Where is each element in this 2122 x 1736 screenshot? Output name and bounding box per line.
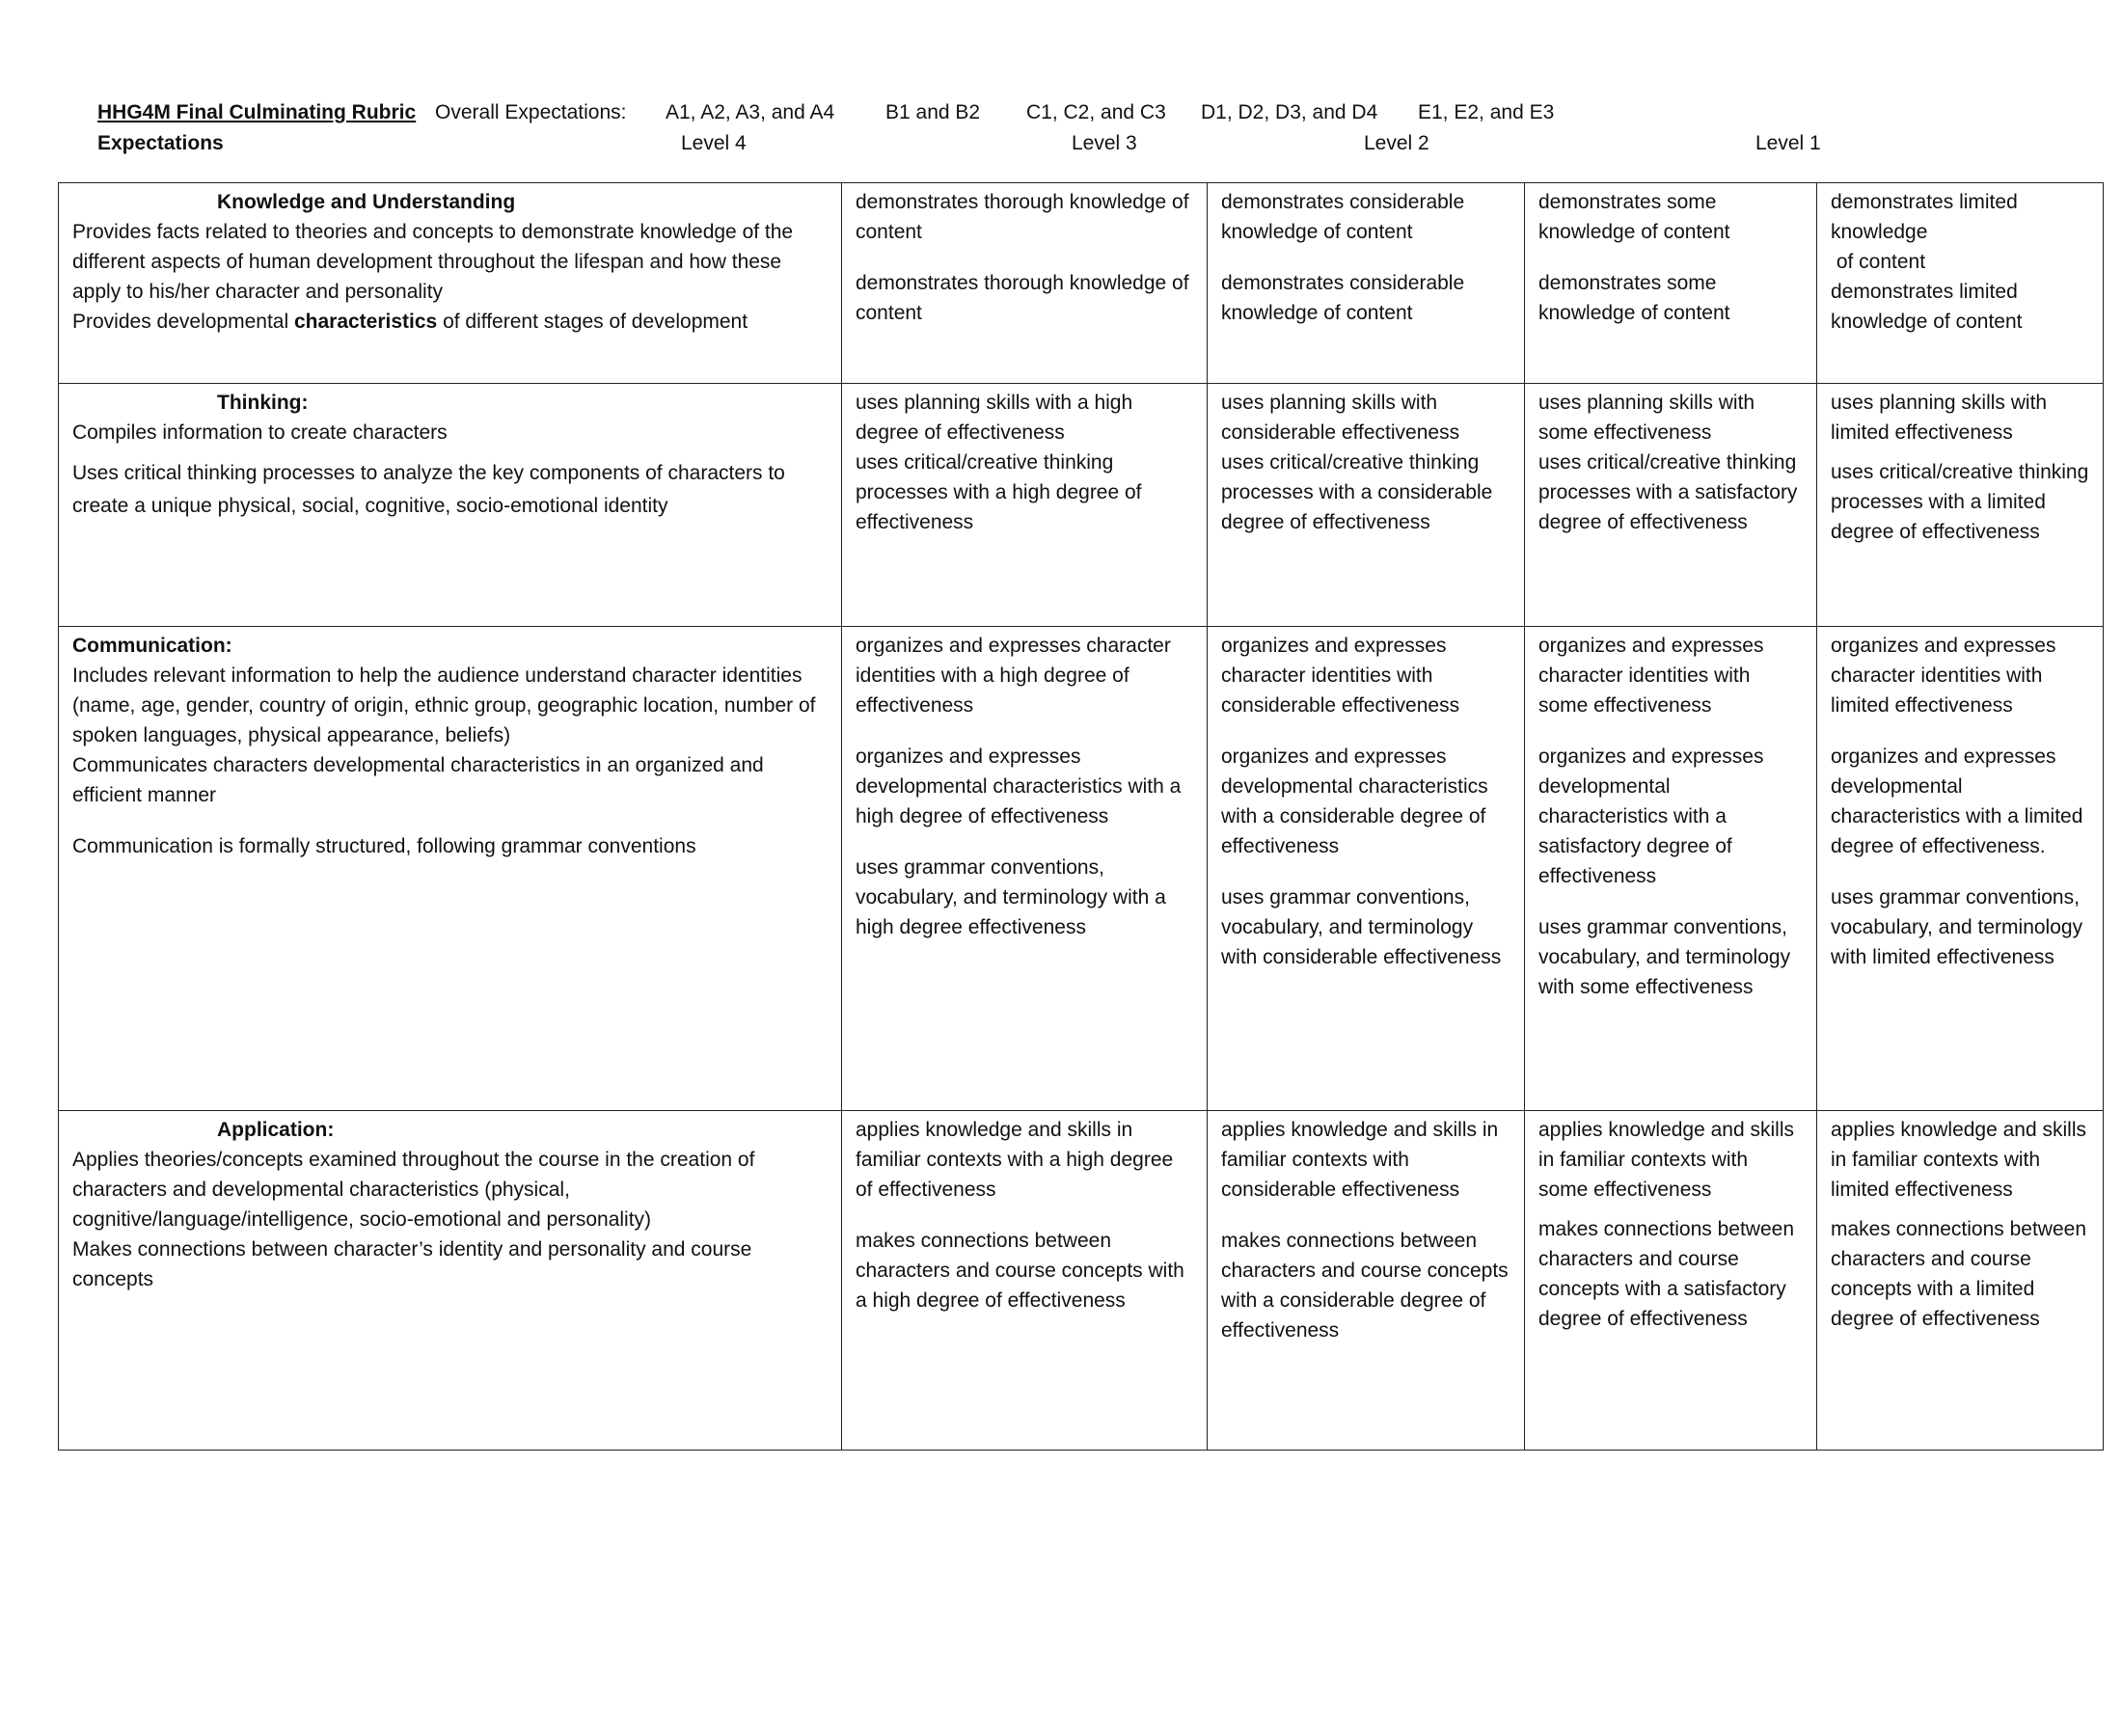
descriptor-text: makes connections between characters and course concepts with a high degree of effectiveness (856, 1230, 1184, 1312)
descriptor-text: demonstrates considerable knowledge of content (1221, 191, 1465, 243)
descriptor-text: uses planning skills with some effectiveness (1538, 392, 1755, 444)
descriptor-text: uses grammar conventions, vocabulary, and terminology with limited effectiveness (1831, 886, 2083, 968)
criteria-text: Communication is formally structured, following grammar conventions (72, 835, 696, 857)
level-1-cell (1817, 384, 2104, 627)
descriptor-text: uses planning skills with limited effectiveness (1831, 392, 2048, 444)
level-2-cell (1525, 627, 1817, 1111)
descriptor-text: organizes and expresses character identities with some effectiveness (1538, 635, 1764, 717)
descriptor-text: makes connections between characters and course concepts with a satisfactory degree of effectiveness (1538, 1218, 1794, 1330)
level-1-cell (1817, 183, 2104, 384)
level-3-cell (1208, 627, 1525, 1111)
level-2-cell (1525, 1111, 1817, 1451)
overall-expectations-label: Overall Expectations: (435, 101, 627, 123)
expectation-group-b: B1 and B2 (885, 101, 981, 123)
criteria-cell (59, 1111, 842, 1451)
criteria-heading: Communication: (72, 635, 232, 657)
descriptor-text: demonstrates thorough knowledge of content (856, 272, 1189, 324)
descriptor-text: applies knowledge and skills in familiar contexts with limited effectiveness (1831, 1119, 2086, 1201)
expectations-column-label: Expectations (97, 132, 224, 154)
descriptor-text: organizes and expresses character identities with limited effectiveness (1831, 635, 2056, 717)
level-1-label: Level 1 (1755, 132, 1821, 154)
criteria-text: Applies theories/concepts examined throughout the course in the creation of characters and developmental characteristics (physical, cognitive/language/intelligence, socio-emotional and personality) (72, 1149, 755, 1231)
criteria-heading: Knowledge and Understanding (217, 191, 516, 213)
descriptor-text: uses planning skills with a high degree of effectiveness (856, 392, 1133, 444)
rubric-row-knowledge (59, 183, 2104, 384)
level-4-label: Level 4 (681, 132, 747, 154)
expectation-group-d: D1, D2, D3, and D4 (1201, 101, 1378, 123)
descriptor-text: organizes and expresses developmental characteristics with a limited degree of effectiveness. (1831, 746, 2083, 857)
level-4-cell (842, 384, 1208, 627)
criteria-heading: Thinking: (217, 392, 309, 414)
rubric-row-thinking (59, 384, 2104, 627)
expectation-group-e: E1, E2, and E3 (1418, 101, 1555, 123)
criteria-cell (59, 627, 842, 1111)
descriptor-text: uses grammar conventions, vocabulary, and terminology with considerable effectiveness (1221, 886, 1502, 968)
descriptor-text: organizes and expresses developmental characteristics with a high degree of effectiveness (856, 746, 1182, 827)
criteria-cell (59, 183, 842, 384)
rubric-row-communication (59, 627, 2104, 1111)
descriptor-text: demonstrates some knowledge of content (1538, 272, 1730, 324)
descriptor-text: uses planning skills with considerable effectiveness (1221, 392, 1460, 444)
level-3-cell (1208, 384, 1525, 627)
level-2-cell (1525, 183, 1817, 384)
rubric-title: HHG4M Final Culminating Rubric (97, 101, 417, 123)
descriptor-text: uses critical/creative thinking processes with a limited degree of effectiveness (1831, 461, 2089, 543)
level-1-cell (1817, 1111, 2104, 1451)
criteria-text: Compiles information to create characters (72, 421, 448, 444)
descriptor-text: applies knowledge and skills in familiar contexts with a high degree of effectiveness (856, 1119, 1174, 1201)
rubric-table (58, 182, 2104, 1451)
descriptor-text: uses critical/creative thinking processes with a satisfactory degree of effectiveness (1538, 451, 1798, 533)
level-2-label: Level 2 (1364, 132, 1429, 154)
descriptor-text: organizes and expresses character identities with a high degree of effectiveness (856, 635, 1171, 717)
level-2-cell (1525, 384, 1817, 627)
descriptor-text: organizes and expresses developmental characteristics with a considerable degree of effectiveness (1221, 746, 1488, 857)
level-1-cell (1817, 627, 2104, 1111)
descriptor-text: organizes and expresses developmental characteristics with a satisfactory degree of effectiveness (1538, 746, 1764, 887)
level-3-cell (1208, 183, 1525, 384)
criteria-text: Provides developmental characteristics of different stages of development (72, 311, 748, 333)
expectation-group-c: C1, C2, and C3 (1026, 101, 1166, 123)
descriptor-text: demonstrates thorough knowledge of content (856, 191, 1189, 243)
descriptor-text: uses critical/creative thinking processes with a high degree of effectiveness (856, 451, 1142, 533)
descriptor-text: uses grammar conventions, vocabulary, and terminology with some effectiveness (1538, 916, 1791, 998)
descriptor-text: demonstrates limited knowledge of content (1831, 281, 2023, 333)
level-4-cell (842, 627, 1208, 1111)
level-4-cell (842, 183, 1208, 384)
criteria-heading: Application: (217, 1119, 335, 1141)
rubric-title-line (97, 99, 626, 126)
descriptor-text: uses critical/creative thinking processes with a considerable degree of effectiveness (1221, 451, 1493, 533)
criteria-text: Includes relevant information to help the audience understand character identities (name, age, gender, country of origin, ethnic group, geographic location, number of spoken languages, physical appearance, beliefs) (72, 665, 816, 746)
criteria-text: Provides facts related to theories and concepts to demonstrate knowledge of the different aspects of human development throughout the lifespan and how these apply to his/her character and personality (72, 221, 794, 303)
criteria-text: Makes connections between character’s identity and personality and course concepts (72, 1238, 752, 1290)
expectation-group-a: A1, A2, A3, and A4 (666, 101, 835, 123)
level-3-label: Level 3 (1072, 132, 1137, 154)
descriptor-text: uses grammar conventions, vocabulary, and terminology with a high degree effectiveness (856, 856, 1166, 938)
level-4-cell (842, 1111, 1208, 1451)
level-3-cell (1208, 1111, 1525, 1451)
criteria-text: Communicates characters developmental characteristics in an organized and efficient manner (72, 754, 764, 806)
descriptor-text: makes connections between characters and course concepts with a limited degree of effectiveness (1831, 1218, 2086, 1330)
rubric-row-application (59, 1111, 2104, 1451)
descriptor-text: of content (1831, 251, 1926, 273)
criteria-cell (59, 384, 842, 627)
descriptor-text: organizes and expresses character identities with considerable effectiveness (1221, 635, 1460, 717)
criteria-text: Uses critical thinking processes to analyze the key components of characters to create a unique physical, social, cognitive, socio-emotional identity (72, 462, 785, 517)
descriptor-text: applies knowledge and skills in familiar contexts with considerable effectiveness (1221, 1119, 1499, 1201)
descriptor-text: makes connections between characters and course concepts with a considerable degree of effectiveness (1221, 1230, 1509, 1342)
descriptor-text: demonstrates some knowledge of content (1538, 191, 1730, 243)
descriptor-text: applies knowledge and skills in familiar contexts with some effectiveness (1538, 1119, 1794, 1201)
descriptor-text: demonstrates considerable knowledge of content (1221, 272, 1465, 324)
descriptor-text: demonstrates limited knowledge (1831, 191, 2018, 243)
